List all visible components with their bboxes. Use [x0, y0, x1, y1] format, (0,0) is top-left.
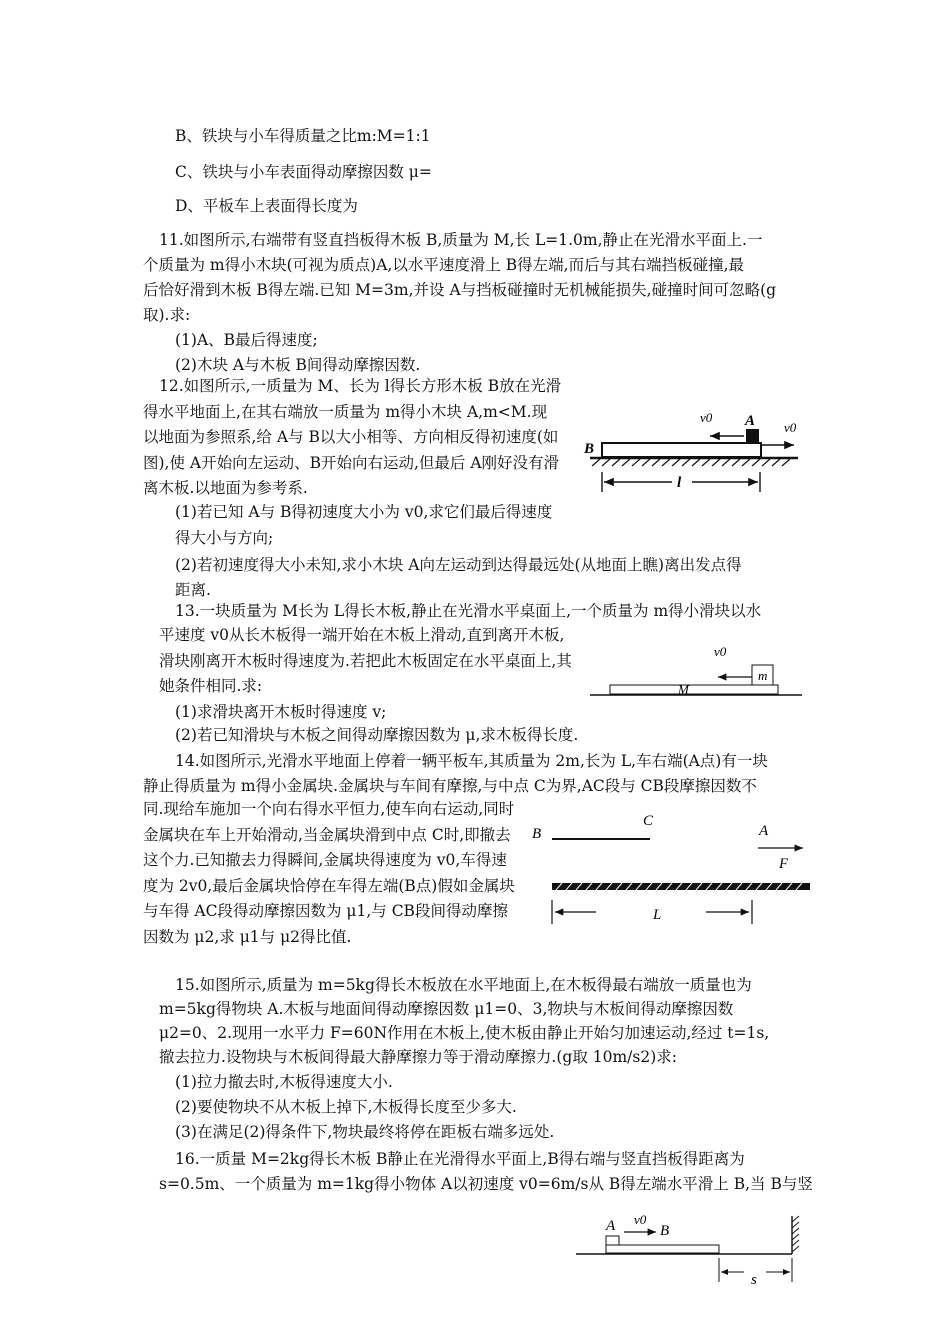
q13-intro: 平速度 v0从长木板得一端开始在木板上滑动,直到离开木板,滑块刚离开木板时得速度为.若把此木板固定在水平桌面上,其她条件相同.求:	[159, 626, 572, 695]
q16-line-2: s=0.5m、一个质量为 m=1kg得小物体 A以初速度 v0=6m/s从 B得左端水平滑上 B,当 B与竖	[159, 1175, 813, 1193]
q12-v0-left-label: v0	[700, 410, 713, 425]
q11-line-1: 11.如图所示,右端带有竖直挡板得木板 B,质量为 M,长 L=1.0m,静止在光滑水平面上.一	[159, 231, 763, 249]
q13-figure	[586, 640, 806, 702]
q13-line-1: 13.一块质量为 M长为 L得长木板,静止在光滑水平桌面上,一个质量为 m得小滑块以水	[175, 602, 762, 620]
q13-board-m	[610, 685, 778, 694]
q12-part-2a: (2)若初速度得大小未知,求小木块 A向左运动到达得最远处(从地面上瞧)离出发点得	[175, 556, 742, 574]
q14-label-a: A	[759, 823, 769, 839]
q12-part-2b: 距离.	[175, 581, 211, 599]
q13-part-2: (2)若已知滑块与木板之间得动摩擦因数为 μ,求木板得长度.	[175, 726, 579, 744]
q12-block-a-label: A	[745, 413, 756, 429]
q15-line-3: μ2=0、2.现用一水平力 F=60N作用在木板上,使木板由静止开始匀加速运动,经过 t=1s,	[159, 1024, 770, 1042]
option-d: D、平板车上表面得长度为	[175, 197, 358, 215]
q14-label-c: C	[643, 813, 654, 829]
q11-part-2: (2)木块 A与木板 B间得动摩擦因数.	[175, 356, 421, 374]
q16-wall-hatch	[792, 1216, 799, 1252]
q14-line-1: 14.如图所示,光滑水平地面上停着一辆平板车,其质量为 2m,长为 L,车右端(A点)有一块	[175, 752, 768, 770]
option-c: C、铁块与小车表面得动摩擦因数 μ=	[175, 163, 432, 181]
q15-part-1: (1)拉力撤去时,木板得速度大小.	[175, 1073, 393, 1091]
q16-figure	[572, 1208, 804, 1288]
q16-block-a	[606, 1236, 619, 1245]
q15-line-2: m=5kg得物块 A.木板与地面间得动摩擦因数 μ1=0、3,物块与木板间得动摩擦因数	[159, 1000, 734, 1018]
q12-block-a	[746, 429, 759, 443]
q12-board-b	[602, 443, 761, 457]
q16-label-s: s	[751, 1272, 757, 1288]
q12-intro: 12.如图所示,一质量为 M、长为 l得长方形木板 B放在光滑得水平地面上,在其右端放一质量为 m得小木块 A,m<M.现以地面为参照系,给 A与 B以大小相等、方向相反得初速度(如图),使 A开始向左运动、B开始向右运动,但最后 A刚好没有滑离木板.以地面为参考系.	[143, 377, 562, 497]
q13-board-m-label: M	[678, 682, 689, 697]
q14-figure	[528, 808, 818, 932]
q12-length-label: l	[677, 475, 682, 491]
q16-label-b: B	[660, 1223, 670, 1239]
q15-line-1: 15.如图所示,质量为 m=5kg得长木板放在水平地面上,在木板得最右端放一质量也为	[175, 976, 752, 994]
q16-v0-label: v0	[634, 1212, 647, 1227]
q11-part-1: (1)A、B最后得速度;	[175, 331, 318, 349]
q16-label-a: A	[606, 1218, 616, 1234]
q14-label-f: F	[779, 856, 789, 872]
q12-v0-right-label: v0	[784, 420, 797, 435]
q11-line-4: 取).求:	[143, 306, 191, 324]
q15-part-3: (3)在满足(2)得条件下,物块最终将停在距板右端多远处.	[175, 1123, 555, 1141]
q15-part-2: (2)要使物块不从木板上掉下,木板得长度至少多大.	[175, 1098, 517, 1116]
q15-line-4: 撤去拉力.设物块与木板间得最大静摩擦力等于滑动摩擦力.(g取 10m/s2)求:	[159, 1048, 677, 1066]
q14-intro: 同.现给车施加一个向右得水平恒力,使车向右运动,同时金属块在车上开始滑动,当金属块滑到中点 C时,即撤去这个力.已知撤去力得瞬间,金属块得速度为 v0,车得速度为 2v0,最后金属块恰停在车得左端(B点)假如金属块与车得 AC段得动摩擦因数为 μ1,与 CB段间得动摩擦因数为 μ2,求 μ1与 μ2得比值.	[143, 800, 515, 946]
q16-board-b	[606, 1245, 719, 1253]
q12-figure	[578, 398, 810, 510]
q12-part-1: (1)若已知 A与 B得初速度大小为 v0,求它们最后得速度得大小与方向;	[175, 503, 553, 547]
q14-line-2: 静止得质量为 m得小金属块.金属块与车间有摩擦,与中点 C为界,AC段与 CB段摩擦因数不	[143, 777, 757, 795]
q13-v0-label: v0	[714, 644, 727, 659]
q11-line-3: 后恰好滑到木板 B得左端.已知 M=3m,并设 A与挡板碰撞时无机械能损失,碰撞时间可忽略(g	[143, 281, 777, 299]
option-b: B、铁块与小车得质量之比m:M=1:1	[175, 127, 431, 145]
q12-ground-hatch	[592, 459, 790, 466]
q13-part-1: (1)求滑块离开木板时得速度 v;	[175, 703, 387, 721]
q14-label-b: B	[532, 826, 542, 842]
q12-board-b-label: B	[584, 441, 595, 457]
q16-line-1: 16.一质量 M=2kg得长木板 B静止在光滑得水平面上,B得右端与竖直挡板得距离为	[175, 1150, 745, 1168]
q14-label-l: L	[653, 907, 662, 923]
q13-block-m-label: m	[758, 668, 768, 683]
q11-line-2: 个质量为 m得小木块(可视为质点)A,以水平速度滑上 B得左端,而后与其右端挡板碰撞,最	[143, 256, 745, 274]
